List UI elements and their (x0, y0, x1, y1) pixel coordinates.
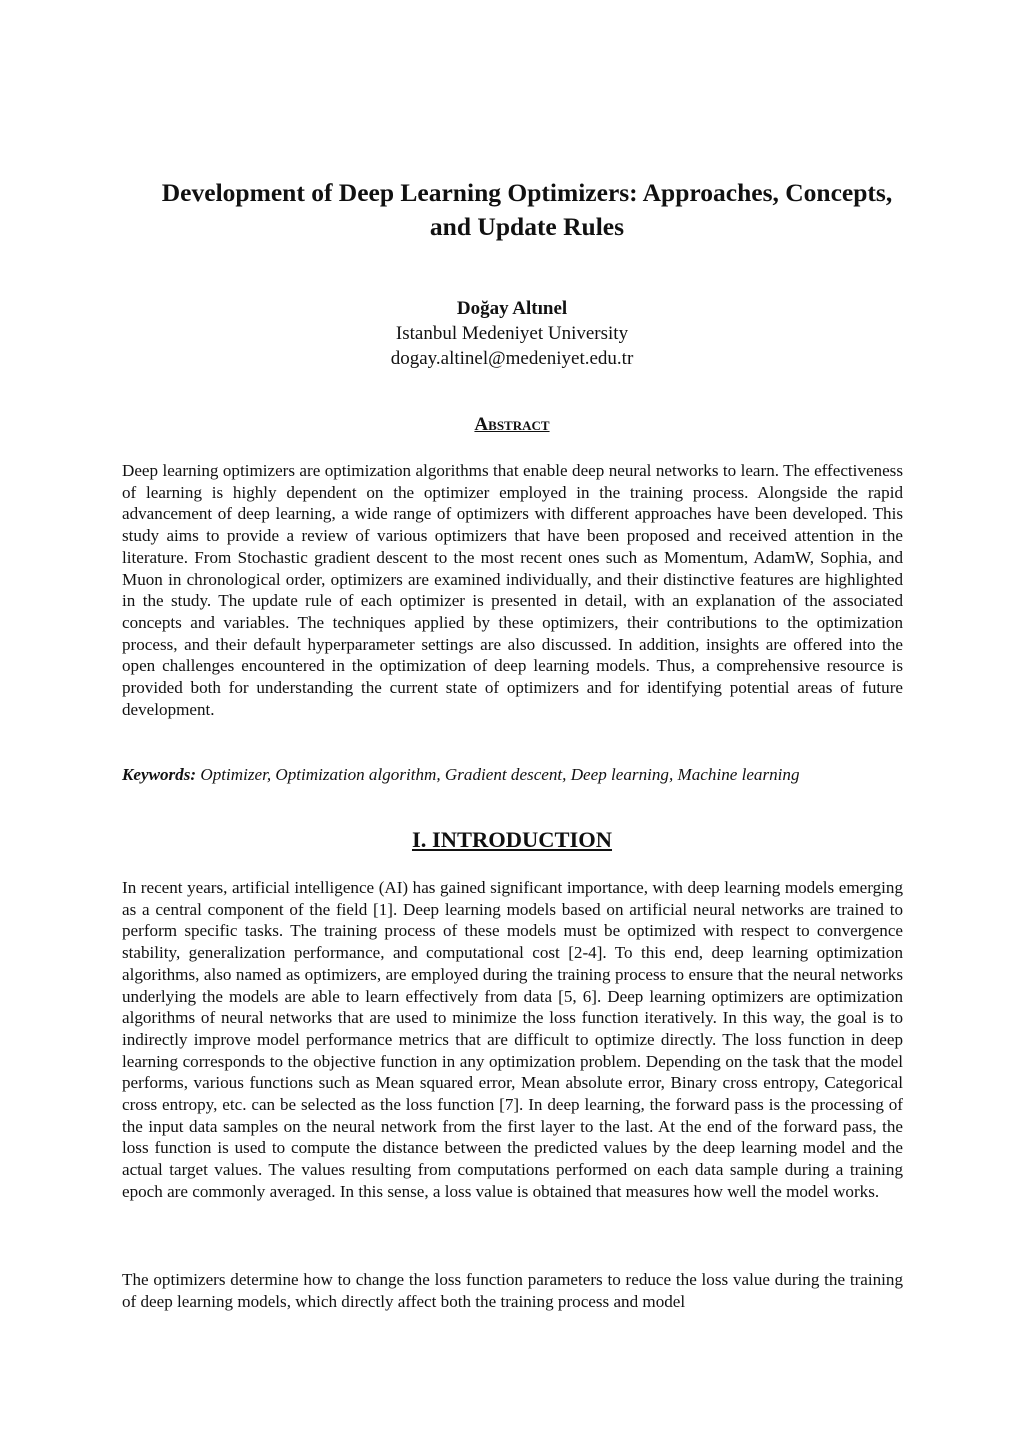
author-email: dogay.altinel@medeniyet.edu.tr (390, 348, 634, 369)
author-name: Doğay Altınel (456, 298, 568, 319)
author-affiliation: Istanbul Medeniyet University (395, 323, 629, 344)
abstract-text: Deep learning optimizers are optimization algorithms that enable deep neural networks to learn. The effectiveness of learning is highly dependent on the optimizer employed in the training process. Alongside the rapid advancement of deep learning, a wide range of optimizers with different approaches have been developed. This study aims to provide a review of various optimizers that have been proposed and received attention in the literature. From Stochastic gradient descent to the most recent ones such as Momentum, AdamW, Sophia, and Muon in chronological order, optimizers are examined individually, and their distinctive features are highlighted in the study. The update rule of each optimizer is presented in detail, with an explanation of the associated concepts and variables. The techniques applied by these optimizers, their contributions to the optimization process, and their default hyperparameter settings are also discussed. In addition, insights are offered into the open challenges encountered in the optimization of deep learning models. Thus, a comprehensive resource is provided both for understanding the current state of optimizers and for identifying potential areas of future development. (122, 461, 903, 719)
intro-paragraph-1: In recent years, artificial intelligence (AI) has gained significant importance, with deep learning models emerging as a central component of the field [1]. Deep learning models based on artificial neural networks are trained to perform specific tasks. The training process of these models must be optimized with respect to convergence stability, generalization performance, and computational cost [2-4]. To this end, deep learning optimization algorithms, also named as optimizers, are employed during the training process to ensure that the neural networks underlying the models are able to learn effectively from data [5, 6]. Deep learning optimizers are optimization algorithms of neural networks that are used to minimize the loss function iteratively. In this way, the goal is to indirectly improve model performance metrics that are difficult to optimize directly. The loss function in deep learning corresponds to the objective function in any optimization problem. Depending on the task that the model performs, various functions such as Mean squared error, Mean absolute error, Binary cross entropy, Categorical cross entropy, etc. can be selected as the loss function [7]. In deep learning, the forward pass is the processing of the input data samples on the neural network from the first layer to the last. At the end of the forward pass, the loss function is used to compute the distance between the predicted values by the deep learning model and the actual target values. The values resulting from computations performed on each data sample during a training epoch are commonly averaged. In this sense, a loss value is obtained that measures how well the model works. (122, 878, 903, 1201)
keywords-label: Keywords: (122, 765, 197, 784)
section-heading-introduction: I. INTRODUCTION (411, 827, 613, 852)
author-block (200, 296, 824, 371)
intro-paragraph-2: The optimizers determine how to change the loss function parameters to reduce the loss value during the training of deep learning models, which directly affect both the training process and model (122, 1270, 903, 1311)
keywords-list: Optimizer, Optimization algorithm, Gradient descent, Deep learning, Machine learning (200, 765, 800, 784)
paper-title: Development of Deep Learning Optimizers: Approaches, Concepts, and Update Rules (161, 178, 893, 241)
abstract-heading: Abstract (474, 414, 550, 435)
keywords-line (122, 764, 903, 786)
